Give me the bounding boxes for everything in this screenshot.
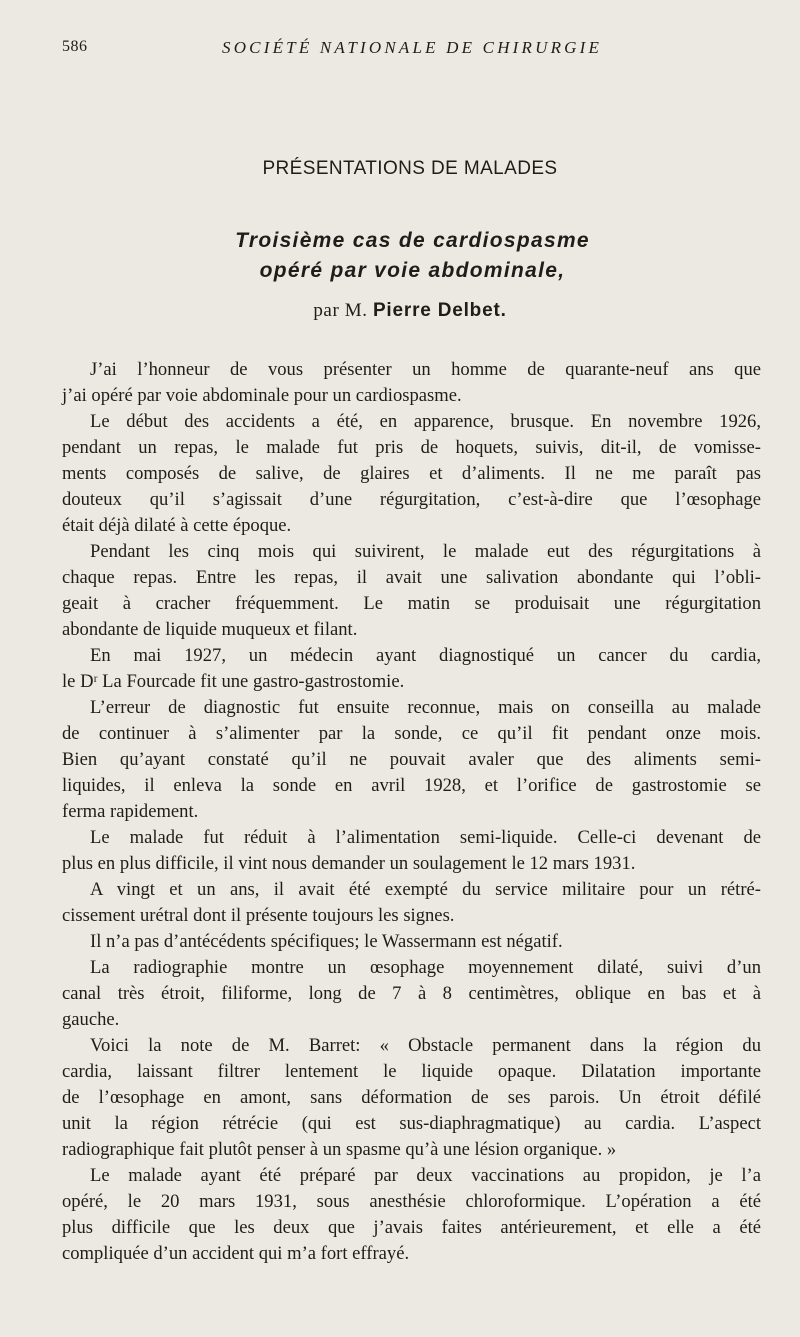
text-line: Il n’a pas d’antécédents spécifiques; le Wassermann est négatif. [90,931,563,952]
paragraph [62,955,761,1033]
paragraph [62,1163,761,1267]
byline [0,300,800,322]
paragraph [62,357,761,409]
paragraph [62,1033,761,1163]
text-line: J’ai l’honneur de vous présenter un homme de quarante-neuf ans que [90,359,761,380]
text-line: radiographique fait plutôt penser à un spasme qu’à une lésion organique. » [62,1139,617,1160]
text-line: ments composés de salive, de glaires et d’aliments. Il ne me paraît pas [62,463,761,484]
page-number: 586 [62,38,88,55]
paragraph [62,695,761,825]
text-line: Voici la note de M. Barret: « Obstacle permanent dans la région du [90,1035,761,1056]
text-line: cardia, laissant filtrer lentement le liquide opaque. Dilatation importante [62,1061,761,1082]
text-line: j’ai opéré par voie abdominale pour un cardiospasme. [62,385,462,406]
paragraph [62,643,761,695]
text-line: Le malade fut réduit à l’alimentation semi-liquide. Celle-ci devenant de [90,827,761,848]
text-line: geait à cracher fréquemment. Le matin se produisait une régurgitation [62,593,761,614]
text-line: Le début des accidents a été, en apparence, brusque. En novembre 1926, [90,411,761,432]
byline-author: Pierre Delbet. [372,300,507,321]
text-line: chaque repas. Entre les repas, il avait une salivation abondante qui l’obli- [62,567,761,588]
text-line: douteux qu’il s’agissait d’une régurgitation, c’est-à-dire que l’œsophage [62,489,761,510]
text-line: A vingt et un ans, il avait été exempté du service militaire pour un rétré- [90,879,761,900]
text-line: La radiographie montre un œsophage moyennement dilaté, suivi d’un [90,957,761,978]
paragraph [62,929,761,955]
text-line: Bien qu’ayant constaté qu’il ne pouvait avaler que des aliments semi- [62,749,761,770]
text-line: était déjà dilaté à cette époque. [62,515,292,536]
text-line: En mai 1927, un médecin ayant diagnostiqué un cancer du cardia, [90,645,761,666]
paragraph [62,825,761,877]
text-line: compliquée d’un accident qui m’a fort effrayé. [62,1243,410,1264]
text-line: de l’œsophage en amont, sans déformation de ses parois. Un étroit défilé [62,1087,761,1108]
text-line: L’erreur de diagnostic fut ensuite reconnue, mais on conseilla au malade [90,697,761,718]
text-line: opéré, le 20 mars 1931, sous anesthésie chloroformique. L’opération a été [62,1191,761,1212]
body-text [62,357,761,1267]
journal-title: SOCIÉTÉ NATIONALE DE CHIRURGIE [222,38,603,57]
article-title-line: opéré par voie abdominale, [259,259,566,282]
paragraph [62,539,761,643]
paragraph [62,877,761,929]
section-title: PRÉSENTATIONS DE MALADES [262,158,558,179]
text-line: le Dʳ La Fourcade fit une gastro-gastrostomie. [62,671,405,692]
text-line: unit la région rétrécie (qui est sus-diaphragmatique) au cardia. L’aspect [62,1113,761,1134]
text-line: gauche. [62,1009,120,1030]
text-line: de continuer à s’alimenter par la sonde, ce qu’il fit pendant onze mois. [62,723,761,744]
article-title-line: Troisième cas de cardiospasme [235,229,590,252]
text-line: plus difficile que les deux que j’avais faites antérieurement, et elle a été [62,1217,761,1238]
text-line: liquides, il enleva la sonde en avril 1928, et l’orifice de gastrostomie se [62,775,761,796]
byline-prefix: par M. [313,300,368,321]
article-title [0,226,800,286]
text-line: pendant un repas, le malade fut pris de hoquets, suivis, dit-il, de vomisse- [62,437,761,458]
text-line: canal très étroit, filiforme, long de 7 à 8 centimètres, oblique en bas et à [62,983,761,1004]
text-line: ferma rapidement. [62,801,199,822]
paragraph [62,409,761,539]
running-header [62,38,760,58]
text-line: abondante de liquide muqueux et filant. [62,619,358,640]
text-line: cissement urétral dont il présente toujours les signes. [62,905,455,926]
text-line: Pendant les cinq mois qui suivirent, le malade eut des régurgitations à [90,541,761,562]
text-line: plus en plus difficile, il vint nous demander un soulagement le 12 mars 1931. [62,853,636,874]
text-line: Le malade ayant été préparé par deux vaccinations au propidon, je l’a [90,1165,761,1186]
